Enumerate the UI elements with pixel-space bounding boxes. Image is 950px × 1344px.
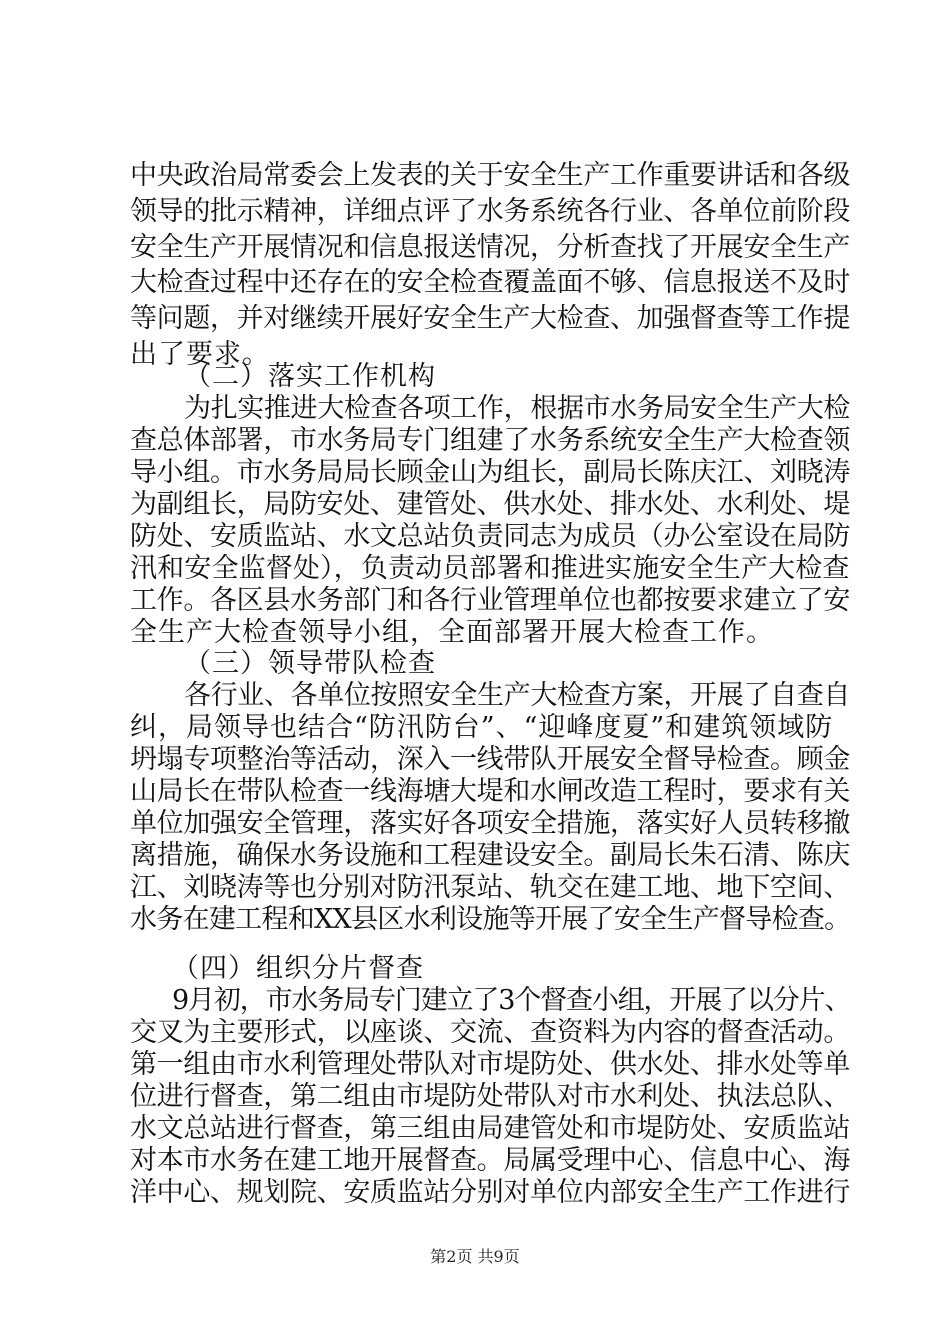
page-footer: 第2页 共9页 bbox=[430, 1247, 520, 1266]
text-line: 离措施，确保水务设施和工程建设安全。副局长朱石清、陈庆 bbox=[130, 840, 850, 871]
text-line: 查总体部署，市水务局专门组建了水务系统安全生产大检查领 bbox=[130, 425, 850, 456]
section-heading: （三）领导带队检查 bbox=[184, 648, 436, 679]
text-line: 水文总站进行督查，第三组由局建管处和市堤防处、安质监站 bbox=[130, 1113, 850, 1144]
section-heading: （二）落实工作机构 bbox=[184, 361, 436, 392]
text-line: 对本市水务在建工地开展督查。局属受理中心、信息中心、海 bbox=[130, 1145, 850, 1176]
text-line: 出了要求。 bbox=[130, 339, 270, 370]
paragraph-first-line: 各行业、各单位按照安全生产大检查方案，开展了自查自 bbox=[184, 680, 850, 711]
text-line: 纠，局领导也结合“防汛防台”、“迎峰度夏”和建筑领域防 bbox=[130, 712, 834, 743]
text-line: 单位加强安全管理，落实好各项安全措施，落实好人员转移撤 bbox=[130, 808, 850, 839]
text-line: 等问题，并对继续开展好安全生产大检查、加强督查等工作提 bbox=[130, 303, 850, 334]
text-line: 洋中心、规划院、安质监站分别对单位内部安全生产工作进行 bbox=[130, 1177, 850, 1208]
text-line: 坍塌专项整治等活动，深入一线带队开展安全督导检查。顾金 bbox=[130, 744, 850, 775]
text-line: 工作。各区县水务部门和各行业管理单位也都按要求建立了安 bbox=[130, 585, 850, 616]
text-line: 为副组长，局防安处、建管处、供水处、排水处、水利处、堤 bbox=[130, 489, 850, 520]
paragraph-first-line: 为扎实推进大检查各项工作，根据市水务局安全生产大检 bbox=[184, 393, 850, 424]
text-line: 山局长在带队检查一线海塘大堤和水闸改造工程时，要求有关 bbox=[130, 776, 850, 807]
text-line: 中央政治局常委会上发表的关于安全生产工作重要讲话和各级 bbox=[130, 160, 850, 191]
paragraph-first-line: 9月初，市水务局专门建立了3个督查小组，开展了以分片、 bbox=[172, 985, 851, 1016]
text-line: 大检查过程中还存在的安全检查覆盖面不够、信息报送不及时 bbox=[130, 267, 850, 298]
text-line: 江、刘晓涛等也分别对防汛泵站、轨交在建工地、地下空间、 bbox=[130, 872, 850, 903]
text-line: 交叉为主要形式，以座谈、交流、查资料为内容的督查活动。 bbox=[130, 1017, 850, 1048]
text-line: 防处、安质监站、水文总站负责同志为成员（办公室设在局防 bbox=[130, 521, 850, 552]
text-line: 汛和安全监督处），负责动员部署和推进实施安全生产大检查 bbox=[130, 553, 850, 584]
text-line: 导小组。市水务局局长顾金山为组长，副局长陈庆江、刘晓涛 bbox=[130, 457, 850, 488]
text-line: 位进行督查，第二组由市堤防处带队对市水利处、执法总队、 bbox=[130, 1081, 850, 1112]
text-line: 安全生产开展情况和信息报送情况，分析查找了开展安全生产 bbox=[130, 232, 850, 263]
text-line: 第一组由市水利管理处带队对市堤防处、供水处、排水处等单 bbox=[130, 1049, 850, 1080]
text-line: 水务在建工程和XX县区水利设施等开展了安全生产督导检查。 bbox=[130, 904, 851, 935]
text-line: 全生产大检查领导小组，全面部署开展大检查工作。 bbox=[130, 617, 774, 648]
text-line: 领导的批示精神，详细点评了水务系统各行业、各单位前阶段 bbox=[130, 196, 850, 227]
section-heading: （四）组织分片督查 bbox=[172, 953, 424, 984]
